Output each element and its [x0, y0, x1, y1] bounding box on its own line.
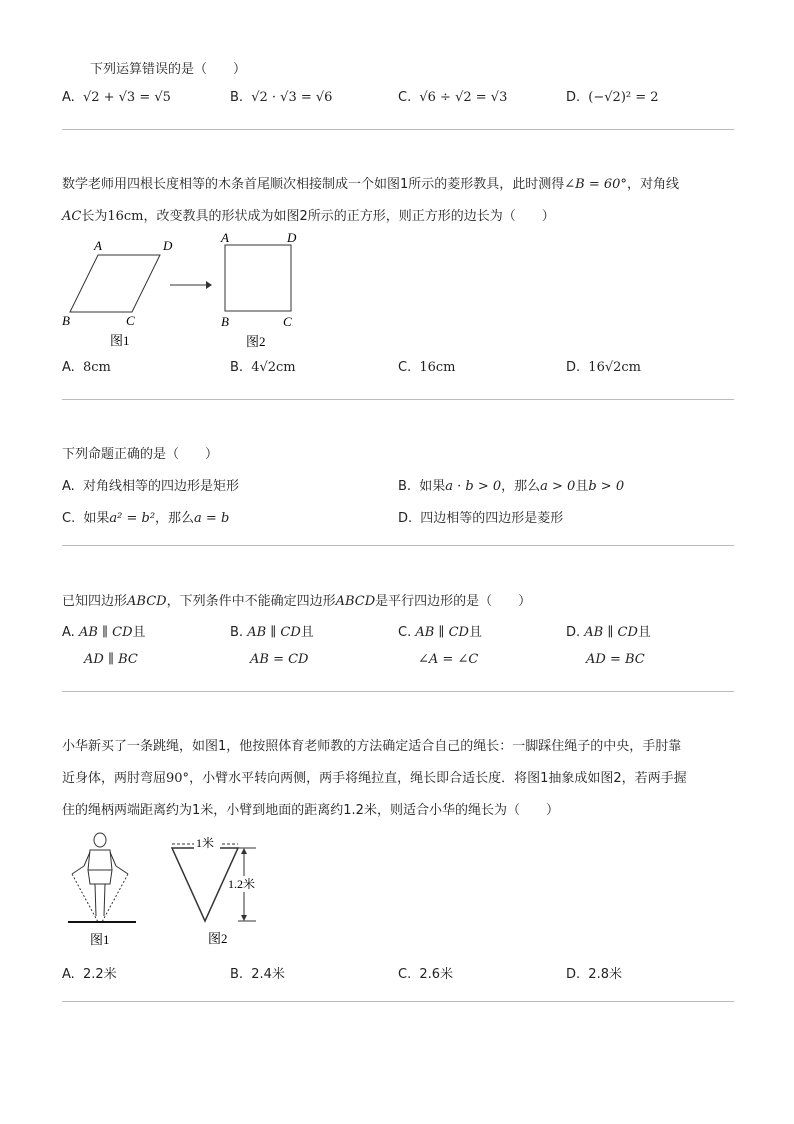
divider	[62, 691, 734, 692]
option-letter: A.	[62, 360, 75, 375]
option-letter: A.	[62, 967, 75, 982]
q4-stem-math: ABCD	[335, 594, 376, 609]
q1-option-a-expr: √2 + √3 = √5	[82, 90, 171, 105]
q4-option-b[interactable]	[230, 621, 314, 667]
option-letter: B.	[230, 360, 244, 375]
q3-option-d-text: 四边相等的四边形是菱形	[420, 511, 564, 526]
fig2-label: 图2	[208, 931, 228, 946]
option-letter: C.	[398, 625, 412, 640]
q4-option-suffix: 且	[637, 625, 651, 640]
vertex-b: B	[221, 314, 229, 329]
vertex-d: D	[287, 230, 297, 245]
q5-figures	[60, 826, 280, 951]
q3-option-b-text: 且	[575, 479, 589, 494]
q5-option-c-value: 2.6米	[419, 967, 454, 982]
q1-option-b-expr: √2 · √3 = √6	[251, 90, 333, 105]
q3-option-b-math: b > 0	[588, 479, 625, 494]
q4-option-d-line1: AB ∥ CD	[584, 625, 638, 640]
q3-option-c-math: a² = b²	[109, 511, 156, 526]
option-letter: A.	[62, 479, 75, 494]
q3-option-c[interactable]	[62, 507, 229, 526]
q2-figures	[60, 228, 310, 353]
q1-stem: 下列运算错误的是（ ）	[90, 62, 247, 77]
q2-option-d[interactable]	[566, 360, 641, 375]
fig1-label: 图1	[90, 932, 110, 947]
option-letter: D.	[566, 625, 581, 640]
q2-option-c-value: 16cm	[419, 360, 456, 375]
q1-option-c-expr: √6 ÷ √2 = √3	[419, 90, 508, 105]
q3-stem: 下列命题正确的是（ ）	[62, 447, 219, 462]
arrow-head-icon	[206, 281, 212, 289]
q5-stem-text: ，小臂水平转向两侧，两手将绳拉直，绳长即合适长度．将图1抽象成如图2，若两手握	[189, 771, 687, 786]
divider	[62, 1001, 734, 1002]
q4-stem-text: 已知四边形	[62, 594, 128, 609]
q4-option-c-line1: AB ∥ CD	[415, 625, 469, 640]
q4-option-a-line2: AD ∥ BC	[84, 652, 138, 667]
q3-option-a[interactable]	[62, 475, 239, 494]
option-letter: B.	[230, 967, 244, 982]
q4-option-b-line1: AB ∥ CD	[247, 625, 301, 640]
divider	[62, 399, 734, 400]
q4-option-suffix: 且	[300, 625, 314, 640]
q2-angle-b: ∠B = 60°	[564, 177, 627, 192]
option-letter: A.	[62, 625, 75, 640]
q2-option-d-value: 16√2cm	[588, 360, 642, 375]
q3-option-d[interactable]	[398, 507, 563, 526]
q5-angle: 90°	[166, 771, 190, 786]
vertex-a: A	[94, 238, 102, 253]
q5-option-b[interactable]	[230, 963, 285, 982]
option-letter: D.	[398, 511, 413, 526]
q5-stem-line1: 小华新买了一条跳绳，如图1，他按照体育老师教的方法确定适合自己的绳长：一脚踩住绳子的中央，手肘靠	[62, 739, 682, 754]
q5-option-d-value: 2.8米	[588, 967, 622, 982]
q4-option-suffix: 且	[468, 625, 482, 640]
q2-option-c[interactable]	[398, 360, 456, 375]
q2-stem-line1	[62, 173, 679, 192]
q5-option-d[interactable]	[566, 963, 622, 982]
q1-option-a[interactable]	[62, 90, 171, 105]
q5-stem-line3: 住的绳柄两端距离约为1米，小臂到地面的距离约1.2米，则适合小华的绳长为（ ）	[62, 803, 559, 818]
q5-stem-text: 近身体，两肘弯屈	[62, 771, 167, 786]
q4-stem-text: 是平行四边形的是（ ）	[375, 594, 532, 609]
q3-option-a-text: 对角线相等的四边形是矩形	[82, 479, 239, 494]
q2-stem-text: 长为	[81, 209, 108, 224]
rhombus-shape	[70, 255, 160, 312]
q2-option-b-value: 4√2cm	[251, 360, 296, 375]
q1-option-b[interactable]	[230, 90, 332, 105]
q5-option-a-value: 2.2米	[82, 967, 117, 982]
q3-option-c-text: 如果	[83, 511, 110, 526]
q4-option-c[interactable]	[398, 621, 482, 667]
q4-option-d-line2: AD = BC	[586, 652, 645, 667]
q1-option-d[interactable]	[566, 90, 659, 105]
option-letter: D.	[566, 967, 581, 982]
q5-option-c[interactable]	[398, 963, 453, 982]
q3-option-c-math: a = b	[194, 511, 230, 526]
q3-option-b-text: 如果	[419, 479, 446, 494]
q2-stem-text: 数学老师用四根长度相等的木条首尾顺次相接制成一个如图1所示的菱形教具，此时测得	[62, 177, 565, 192]
vertex-c: C	[283, 314, 292, 329]
q4-option-b-line2: AB = CD	[250, 652, 309, 667]
q3-option-c-text: ，那么	[155, 511, 195, 526]
option-letter: D.	[566, 90, 581, 105]
q3-option-b[interactable]	[398, 475, 624, 494]
q3-option-b-math: a > 0	[540, 479, 576, 494]
q5-stem-line2	[62, 767, 687, 786]
option-letter: D.	[566, 360, 581, 375]
q4-stem-text: ，下列条件中不能确定四边形	[166, 594, 336, 609]
q2-stem-text: ，改变教具的形状成为如图2所示的正方形，则正方形的边长为（ ）	[143, 209, 555, 224]
square-shape	[225, 245, 291, 311]
q1-option-c[interactable]	[398, 90, 507, 105]
option-letter: C.	[398, 967, 412, 982]
q4-option-c-line2: ∠A = ∠C	[418, 652, 479, 667]
q5-option-a[interactable]	[62, 963, 117, 982]
width-label: 1米	[196, 836, 215, 850]
fig1-label: 图1	[110, 333, 130, 348]
q4-option-a[interactable]	[62, 621, 146, 667]
q2-ac-length: 16cm	[107, 209, 144, 224]
q2-stem-line2	[62, 205, 555, 224]
option-letter: B.	[398, 479, 412, 494]
q4-option-suffix: 且	[132, 625, 146, 640]
q2-stem-text: ，对角线	[626, 177, 679, 192]
q2-ac: AC	[62, 209, 82, 224]
q4-option-a-line1: AB ∥ CD	[78, 625, 133, 640]
arrow-up-icon	[241, 848, 247, 854]
vertex-b: B	[62, 313, 70, 328]
arrow-down-icon	[241, 915, 247, 921]
option-letter: C.	[398, 90, 412, 105]
q4-stem	[62, 590, 531, 609]
fig2-label: 图2	[246, 334, 266, 349]
q1-option-d-expr: (−√2)² = 2	[588, 90, 659, 105]
q2-option-b[interactable]	[230, 360, 296, 375]
option-letter: B.	[230, 625, 244, 640]
vertex-c: C	[126, 313, 135, 328]
q2-option-a-value: 8cm	[82, 360, 111, 375]
divider	[62, 545, 734, 546]
option-letter: A.	[62, 90, 75, 105]
vertex-a: A	[221, 230, 229, 245]
height-label: 1.2米	[228, 877, 256, 891]
option-letter: C.	[398, 360, 412, 375]
q4-stem-math: ABCD	[127, 594, 167, 609]
option-letter: C.	[62, 511, 76, 526]
q3-option-b-text: ，那么	[501, 479, 541, 494]
vertex-d: D	[163, 238, 173, 253]
divider	[62, 129, 734, 130]
q4-option-d[interactable]	[566, 621, 651, 667]
option-letter: B.	[230, 90, 244, 105]
q5-option-b-value: 2.4米	[251, 967, 285, 982]
q3-option-b-math: a · b > 0	[445, 479, 502, 494]
person-figure-icon	[72, 833, 128, 922]
q2-option-a[interactable]	[62, 360, 111, 375]
